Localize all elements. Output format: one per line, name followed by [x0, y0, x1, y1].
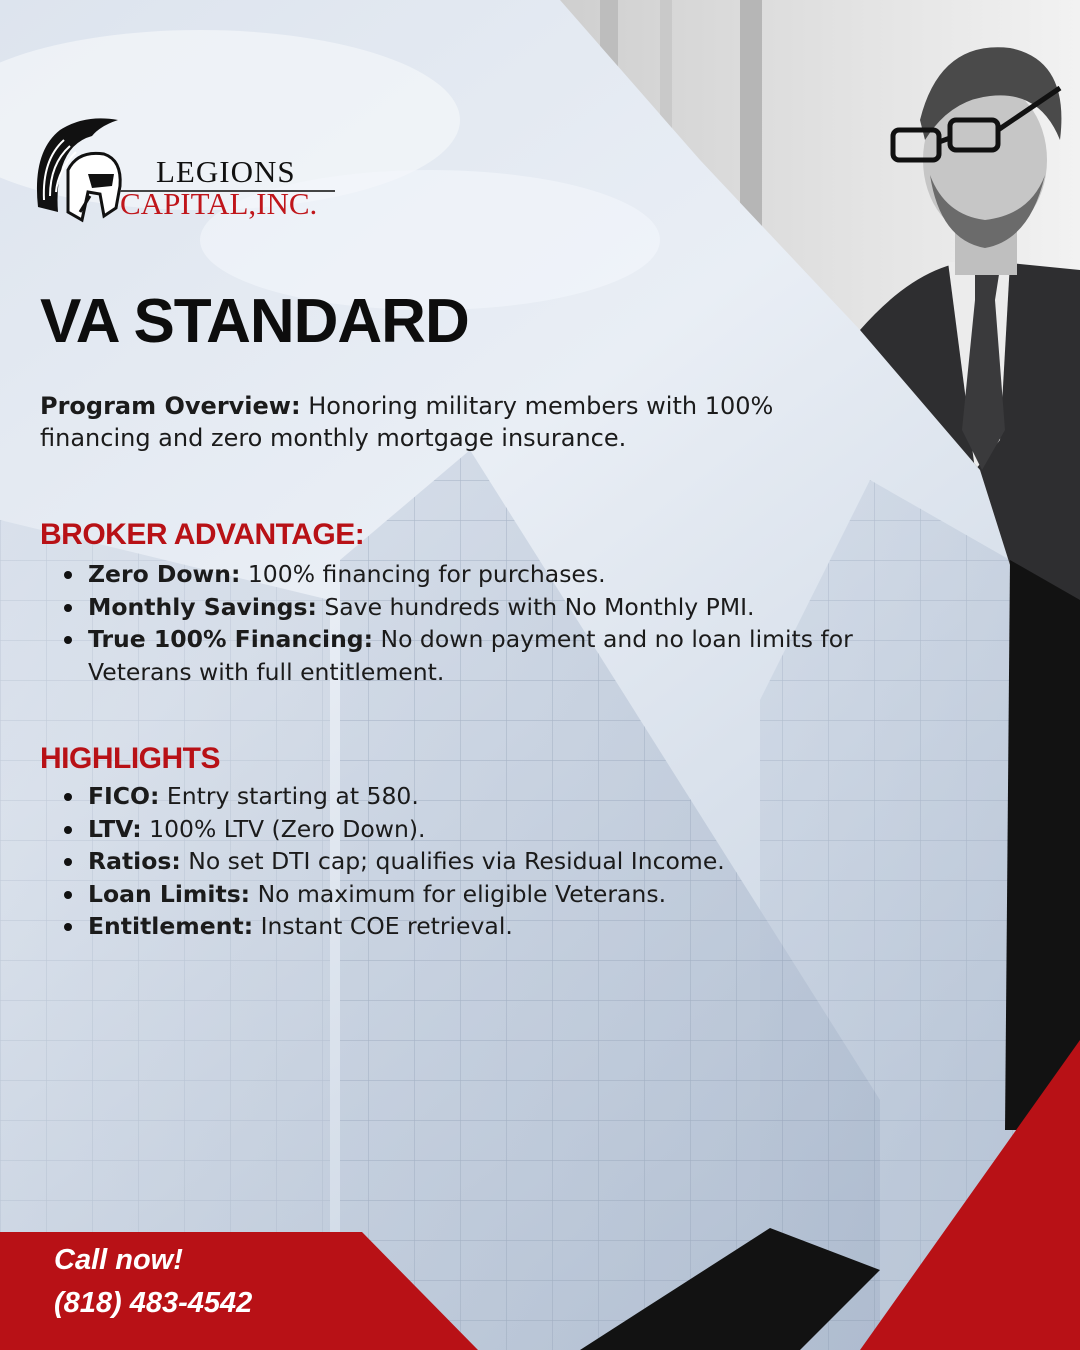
list-item — [62, 780, 922, 813]
item-text: Entry starting at 580. — [159, 782, 419, 810]
item-text: No down payment and no loan limits for Veterans with full entitlement. — [88, 625, 853, 686]
list-item — [62, 910, 922, 943]
list-item — [62, 591, 922, 624]
item-label: FICO: — [88, 782, 160, 810]
item-text: No maximum for eligible Veterans. — [250, 879, 667, 908]
item-text: Instant COE retrieval. — [253, 912, 513, 940]
spartan-helmet-icon — [30, 112, 130, 237]
list-item — [62, 878, 922, 911]
item-text: 100% financing for purchases. — [240, 560, 606, 588]
overview-text: Honoring military members with 100% financing and zero monthly mortgage insurance. — [40, 392, 774, 452]
list-item — [62, 845, 922, 878]
item-label: Loan Limits: — [88, 879, 251, 908]
item-label: Ratios: — [88, 847, 181, 875]
logo-name-line2: CAPITAL,INC. — [120, 186, 318, 221]
item-label: Monthly Savings: — [88, 592, 317, 621]
highlights-heading: HIGHLIGHTS — [40, 742, 220, 775]
item-text: No set DTI cap; qualifies via Residual Income. — [180, 847, 725, 875]
list-item — [62, 813, 922, 846]
highlights-list — [62, 780, 922, 943]
broker-advantage-heading: BROKER ADVANTAGE: — [40, 518, 365, 551]
broker-advantage-list — [62, 558, 922, 688]
cta-phone-link[interactable]: (818) 483-4542 — [54, 1287, 253, 1319]
item-label: Zero Down: — [88, 560, 241, 588]
program-overview — [40, 390, 860, 454]
item-text: 100% LTV (Zero Down). — [141, 814, 426, 843]
logo-name-line1: LEGIONS — [156, 154, 296, 189]
overview-label: Program Overview: — [40, 392, 301, 420]
item-label: Entitlement: — [88, 912, 254, 940]
item-text: Save hundreds with No Monthly PMI. — [316, 592, 755, 621]
page-title: VA STANDARD — [40, 287, 469, 356]
cta-call-now: Call now! — [54, 1244, 183, 1276]
company-logo — [30, 112, 350, 242]
list-item — [62, 623, 922, 688]
item-label: LTV: — [88, 814, 142, 843]
list-item — [62, 558, 922, 591]
item-label: True 100% Financing: — [88, 625, 374, 653]
